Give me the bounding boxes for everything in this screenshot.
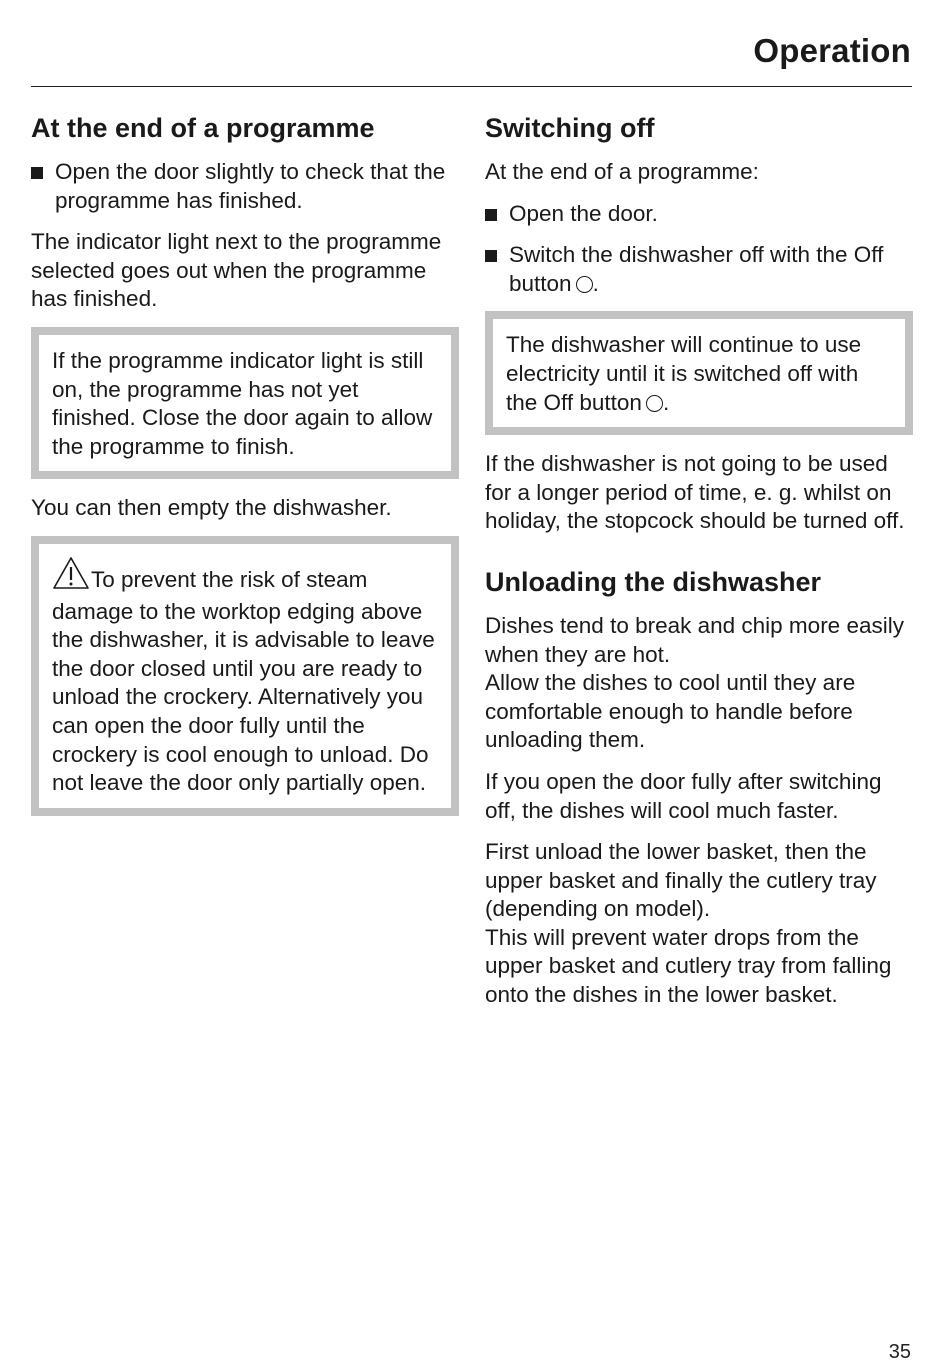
warning-box bbox=[31, 536, 459, 816]
warning-triangle-icon bbox=[52, 556, 90, 598]
paragraph: At the end of a programme: bbox=[485, 159, 759, 184]
heading-end-of-programme: At the end of a programme bbox=[31, 113, 375, 143]
bullet-text: Open the door. bbox=[509, 200, 658, 226]
bullet-square-icon bbox=[485, 250, 497, 262]
bullet-text: Switch the dishwasher off with the Off button bbox=[509, 242, 884, 296]
info-box bbox=[31, 327, 459, 479]
paragraph: The indicator light next to the programme selected goes out when the programme has finished. bbox=[31, 229, 442, 312]
paragraph: Allow the dishes to cool until they are comfortable enough to handle before unloading them. bbox=[485, 670, 856, 753]
paragraph: You can then empty the dishwasher. bbox=[31, 495, 392, 521]
bullet-square-icon bbox=[31, 167, 43, 179]
warning-text-block bbox=[52, 556, 439, 798]
left-column bbox=[31, 110, 459, 831]
bullet-square-icon bbox=[485, 209, 497, 221]
off-button-icon bbox=[646, 395, 663, 412]
info-box-text: The dishwasher will continue to use electricity until it is switched off with the Off button bbox=[506, 332, 862, 415]
paragraph: This will prevent water drops from the upper basket and cutlery tray from falling onto the dishes in the lower basket. bbox=[485, 924, 892, 1008]
info-box bbox=[485, 311, 913, 435]
paragraph: Dishes tend to break and chip more easily when they are hot. bbox=[485, 612, 904, 667]
header-rule bbox=[31, 86, 912, 87]
page-number: 35 bbox=[888, 1341, 911, 1363]
bullet-text: Open the door slightly to check that the programme has finished. bbox=[55, 159, 446, 213]
heading-unloading: Unloading the dishwasher bbox=[485, 566, 822, 597]
info-box-text-block: The dishwasher will continue to use electricity until it is switched off with the Off button . bbox=[506, 332, 862, 415]
paragraph: First unload the lower basket, then the upper basket and finally the cutlery tray (depending on model). bbox=[485, 839, 877, 922]
heading-switching-off: Switching off bbox=[485, 113, 655, 143]
warning-text: To prevent the risk of steam damage to the worktop edging above the dishwasher, it is advisable to leave the door closed until you are ready to unload the crockery. Alternatively you can open the door fully until the crockery is cool enough to unload. Do not leave the door only partially open. bbox=[52, 566, 435, 796]
bullet-item bbox=[31, 158, 459, 215]
info-box-text: If the programme indicator light is still on, the programme has not yet finished. Close the door again to allow the programme to finish. bbox=[52, 347, 433, 459]
off-button-icon bbox=[576, 276, 593, 293]
bullet-item bbox=[485, 200, 913, 229]
bullet-item: Switch the dishwasher off with the Off button . bbox=[485, 241, 913, 298]
paragraph: If the dishwasher is not going to be used for a longer period of time, e. g. whilst on holiday, the stopcock should be turned off. bbox=[485, 451, 905, 534]
paragraph: If you open the door fully after switching off, the dishes will cool much faster. bbox=[485, 768, 882, 823]
section-title: Operation bbox=[753, 32, 911, 69]
right-column bbox=[485, 110, 913, 1023]
